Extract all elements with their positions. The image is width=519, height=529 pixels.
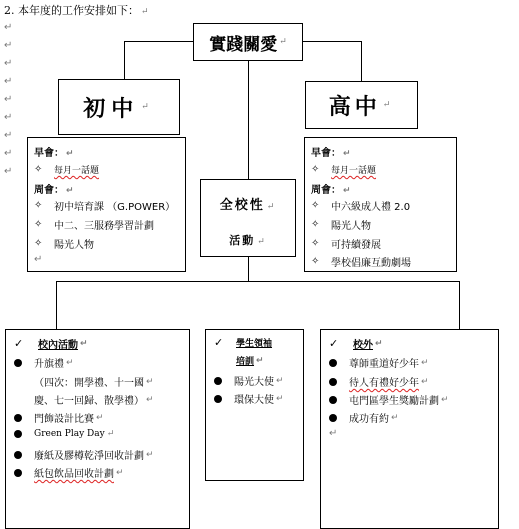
diamond-bullet-icon: ✧ (311, 256, 320, 267)
senior-title: 高中 (328, 93, 381, 120)
checkmark-icon: ✓ (14, 337, 24, 350)
senior-title-box (305, 81, 418, 129)
connector-line (124, 41, 194, 42)
connector-line (248, 257, 249, 281)
paragraph-mark: ↵ (279, 37, 287, 47)
outside-school-title: ✓ 校外 ↵ (329, 337, 383, 351)
paragraph-mark: ↵ (146, 376, 154, 387)
list-item-continuation: （四次：開學禮、十一國 ↵ (34, 376, 154, 389)
morning-assembly-label: 早會： ↵ (311, 148, 351, 159)
list-item: ✧ 中六級成人禮 2.0 (311, 200, 411, 213)
paragraph-mark: ↵ (4, 76, 13, 87)
paragraph-mark: ↵ (276, 375, 284, 386)
paragraph-mark: ↵ (4, 148, 13, 159)
diamond-bullet-icon: ✧ (311, 219, 320, 230)
list-item-continuation: 慶、七一回歸、散學禮） ↵ (34, 394, 154, 407)
whole-school-box (200, 179, 296, 257)
list-item: 紙包飲品回收計劃 ↵ (14, 465, 124, 480)
diamond-bullet-icon: ✧ (34, 200, 43, 211)
diamond-bullet-icon: ✧ (34, 164, 43, 175)
list-item: 成功有約 ↵ (329, 410, 399, 425)
paragraph-mark: ↵ (4, 166, 13, 177)
paragraph-mark: ↵ (375, 338, 383, 349)
connector-line (56, 281, 57, 329)
list-item: 屯門區學生獎勵計劃 ↵ (329, 392, 449, 407)
diamond-bullet-icon: ✧ (34, 219, 43, 230)
paragraph-mark: ↵ (343, 186, 351, 196)
paragraph-mark: ↵ (106, 429, 115, 439)
outside-school-box (320, 329, 499, 529)
whole-school-title-line2: 活動 ↵ (229, 234, 267, 247)
junior-title-box (58, 79, 180, 135)
paragraph-mark: ↵ (382, 100, 395, 110)
paragraph-mark: ↵ (66, 357, 74, 368)
list-item: ✧ 初中培育課 （G.POWER） (34, 200, 176, 213)
diamond-bullet-icon: ✧ (311, 238, 320, 249)
bullet-dot-icon (329, 396, 337, 404)
connector-line (56, 281, 460, 282)
paragraph-mark: ↵ (266, 202, 277, 212)
list-item: Green Play Day ↵ (14, 429, 114, 439)
list-item: 尊師重道好少年 ↵ (329, 355, 429, 370)
paragraph-mark: ↵ (96, 412, 104, 423)
bullet-dot-icon (14, 430, 22, 438)
paragraph-mark: ↵ (66, 186, 74, 196)
list-item: 廢紙及膠樽乾淨回收計劃 ↵ (14, 447, 154, 462)
diamond-bullet-icon: ✧ (34, 238, 43, 249)
bullet-dot-icon (214, 395, 222, 403)
diamond-bullet-icon: ✧ (311, 200, 320, 211)
paragraph-mark: ↵ (66, 149, 74, 159)
bullet-dot-icon (329, 359, 337, 367)
connector-line (302, 41, 362, 42)
list-item: ✧ 每月一話題 (311, 164, 377, 176)
list-item: 升旗禮 ↵ (14, 355, 74, 370)
weekly-assembly-label: 周會： ↵ (311, 185, 351, 196)
paragraph-mark: ↵ (441, 394, 449, 405)
paragraph-mark: ↵ (4, 112, 13, 123)
bullet-dot-icon (214, 377, 222, 385)
school-activities-box (5, 329, 190, 529)
list-item: 門飾設計比賽 ↵ (14, 410, 104, 425)
paragraph-mark: ↵ (276, 393, 284, 404)
checkmark-icon: ✓ (214, 336, 224, 349)
connector-line (124, 41, 125, 79)
list-item: ✧ 陽光人物 (311, 219, 371, 232)
list-item: ✧ 學校倡廉互動劇場 (311, 256, 411, 269)
student-leaders-title: ✓ 學生領袖 (214, 336, 273, 349)
list-item: ✧ 每月一話題 (34, 164, 100, 176)
bullet-dot-icon (14, 451, 22, 459)
paragraph-mark: ↵ (391, 412, 399, 423)
junior-detail-box (27, 137, 186, 272)
bullet-dot-icon (14, 469, 22, 477)
paragraph-mark: ↵ (4, 22, 13, 33)
paragraph-mark: ↵ (329, 428, 338, 439)
student-leaders-title-line2: 培訓 ↵ (236, 355, 264, 367)
student-leaders-box (205, 329, 304, 481)
center-title: 實踐關愛 (209, 34, 278, 55)
list-item: ✧ 可持續發展 (311, 238, 381, 251)
paragraph-mark: ↵ (141, 102, 155, 112)
senior-detail-box (304, 137, 457, 272)
paragraph-mark: ↵ (80, 338, 88, 349)
junior-title: 初中 (83, 95, 140, 122)
paragraph-mark: ↵ (257, 237, 267, 247)
list-item: 陽光大使 ↵ (214, 373, 284, 388)
bullet-dot-icon (329, 414, 337, 422)
paragraph-mark: ↵ (421, 357, 429, 368)
list-item: ✧ 中二、三服務學習計劃 (34, 219, 154, 232)
bullet-dot-icon (14, 359, 22, 367)
list-item: 待人有禮好少年 ↵ (329, 374, 429, 389)
bullet-dot-icon (329, 378, 337, 386)
connector-line (361, 41, 362, 81)
paragraph-mark: ↵ (421, 376, 429, 387)
checkmark-icon: ✓ (329, 337, 339, 350)
list-item: ✧ 陽光人物 (34, 238, 94, 251)
paragraph-mark: ↵ (4, 94, 13, 105)
morning-assembly-label: 早會： ↵ (34, 148, 74, 159)
paragraph-mark: ↵ (146, 394, 154, 405)
connector-line (459, 281, 460, 329)
paragraph-mark: ↵ (256, 355, 264, 366)
paragraph-mark: ↵ (34, 254, 43, 265)
paragraph-mark: ↵ (146, 449, 154, 460)
whole-school-title-line1: 全校性 ↵ (219, 198, 277, 213)
paragraph-mark: ↵ (141, 7, 149, 17)
bullet-dot-icon (14, 414, 22, 422)
paragraph-mark: ↵ (343, 149, 351, 159)
paragraph-mark: ↵ (4, 130, 13, 141)
paragraph-mark: ↵ (116, 467, 124, 478)
center-title-box (193, 23, 303, 61)
document-heading (4, 2, 149, 18)
heading-text: 2. 本年度的工作安排如下： (4, 4, 139, 17)
weekly-assembly-label: 周會： ↵ (34, 185, 74, 196)
diamond-bullet-icon: ✧ (311, 164, 320, 175)
school-activities-title: ✓ 校內活動 ↵ (14, 337, 88, 351)
connector-line (248, 61, 249, 179)
list-item: 環保大使 ↵ (214, 391, 284, 406)
paragraph-mark: ↵ (4, 58, 13, 69)
paragraph-mark: ↵ (4, 40, 13, 51)
